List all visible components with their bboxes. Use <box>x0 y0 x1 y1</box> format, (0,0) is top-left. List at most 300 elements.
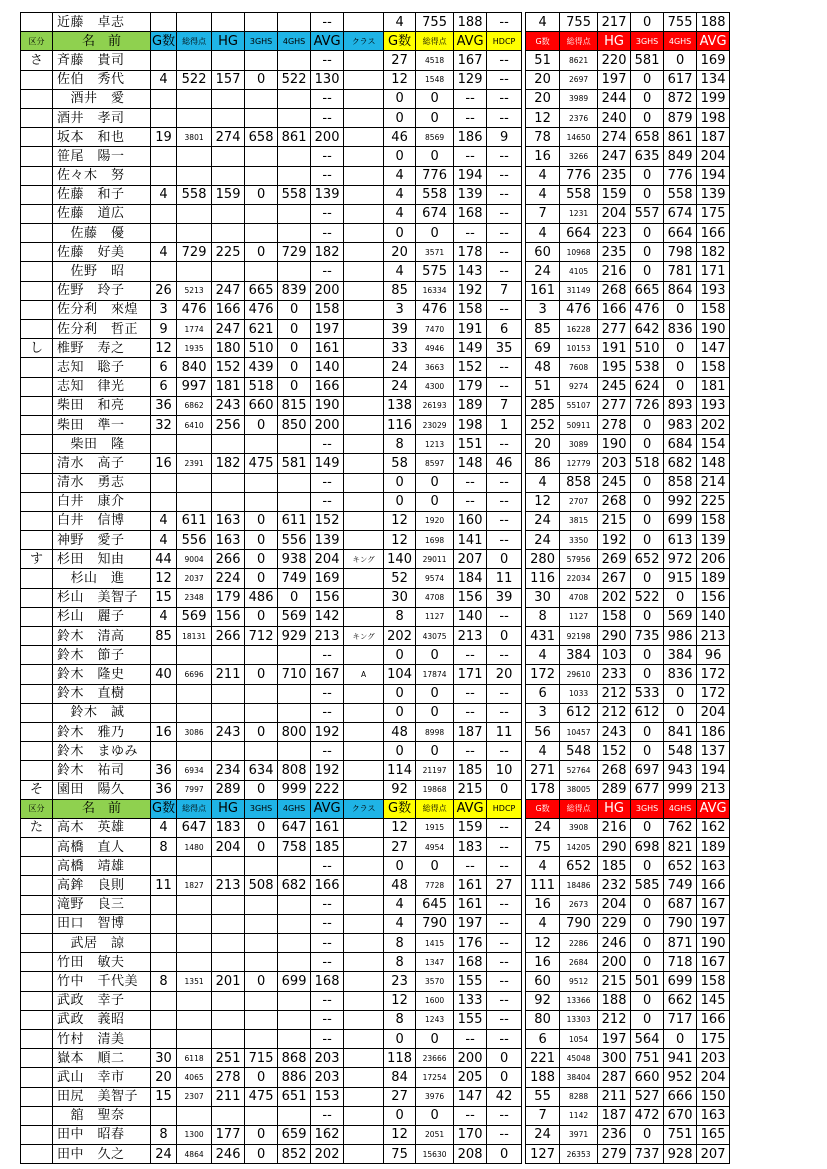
current-stat <box>245 991 278 1010</box>
current-stat <box>278 1106 311 1125</box>
year-stat: 0 <box>384 89 416 108</box>
year-stat: 3 <box>384 300 416 319</box>
total-stat: 0 <box>631 569 664 588</box>
year-stat: 30 <box>384 588 416 607</box>
year-stat: 183 <box>454 838 487 857</box>
class-label <box>344 569 384 588</box>
current-stat: 486 <box>245 588 278 607</box>
section-kana <box>21 108 53 127</box>
year-stat: 0 <box>384 147 416 166</box>
member-name: 杉山 進 <box>53 569 151 588</box>
header-col: AVG <box>454 799 487 818</box>
header-col: HG <box>212 799 245 818</box>
total-stat: 972 <box>664 550 697 569</box>
current-stat <box>278 1010 311 1029</box>
current-stat <box>278 262 311 281</box>
total-stat: 207 <box>697 1145 730 1164</box>
table-row <box>21 473 730 492</box>
current-stat: -- <box>311 1106 344 1125</box>
current-stat: 647 <box>177 818 212 837</box>
header-col: 総得点 <box>177 32 212 51</box>
total-stat: 204 <box>598 204 631 223</box>
total-stat: 665 <box>631 281 664 300</box>
current-stat <box>177 51 212 70</box>
table-row <box>21 876 730 895</box>
year-stat: 33 <box>384 339 416 358</box>
section-kana <box>21 454 53 473</box>
total-stat: 148 <box>697 454 730 473</box>
member-name: 田中 昭春 <box>53 1125 151 1144</box>
year-stat: 92 <box>384 780 416 799</box>
current-stat: 166 <box>311 377 344 396</box>
current-stat <box>177 435 212 454</box>
total-stat: 245 <box>598 473 631 492</box>
total-stat: 558 <box>560 185 598 204</box>
current-stat: 12 <box>151 339 177 358</box>
year-stat: 6 <box>487 320 522 339</box>
total-stat: 928 <box>664 1145 697 1164</box>
current-stat: 712 <box>245 627 278 646</box>
year-stat: 156 <box>454 588 487 607</box>
total-stat: 0 <box>631 818 664 837</box>
total-stat: 202 <box>598 588 631 607</box>
year-stat: -- <box>487 147 522 166</box>
class-label <box>344 646 384 665</box>
current-stat: 246 <box>212 1145 245 1164</box>
current-stat: 6862 <box>177 396 212 415</box>
current-stat <box>151 991 177 1010</box>
total-stat: 190 <box>697 320 730 339</box>
section-kana <box>21 703 53 722</box>
current-stat <box>278 147 311 166</box>
total-stat: 111 <box>526 876 560 895</box>
current-stat: 179 <box>212 588 245 607</box>
current-stat: 840 <box>177 358 212 377</box>
current-stat: 166 <box>311 876 344 895</box>
section-kana <box>21 1087 53 1106</box>
current-stat: 149 <box>311 454 344 473</box>
total-stat: 220 <box>598 51 631 70</box>
current-stat: -- <box>311 51 344 70</box>
total-stat: 821 <box>664 838 697 857</box>
total-stat: 279 <box>598 1145 631 1164</box>
year-stat: -- <box>487 13 522 32</box>
current-stat: -- <box>311 1029 344 1048</box>
total-stat: 204 <box>697 1068 730 1087</box>
total-stat: 2697 <box>560 70 598 89</box>
table-row <box>21 243 730 262</box>
table-row <box>21 1029 730 1048</box>
current-stat: 4 <box>151 243 177 262</box>
current-stat <box>177 684 212 703</box>
total-stat: 3266 <box>560 147 598 166</box>
current-stat: 159 <box>212 185 245 204</box>
total-stat: 13303 <box>560 1010 598 1029</box>
section-kana: た <box>21 818 53 837</box>
year-stat: 0 <box>384 224 416 243</box>
year-stat: -- <box>454 857 487 876</box>
total-stat: 24 <box>526 1125 560 1144</box>
total-stat: 12 <box>526 934 560 953</box>
total-stat: 1054 <box>560 1029 598 1048</box>
current-stat <box>245 953 278 972</box>
header-col: 3GHS <box>245 32 278 51</box>
total-stat: 197 <box>598 70 631 89</box>
current-stat: 0 <box>278 588 311 607</box>
total-stat: 0 <box>631 435 664 454</box>
year-stat: 140 <box>454 607 487 626</box>
section-kana <box>21 1029 53 1048</box>
total-stat: 18486 <box>560 876 598 895</box>
member-name: 竹中 千代美 <box>53 972 151 991</box>
total-stat: 240 <box>598 108 631 127</box>
total-stat: 159 <box>598 185 631 204</box>
member-name: 柴田 和亮 <box>53 396 151 415</box>
current-stat: 278 <box>212 1068 245 1087</box>
current-stat: 40 <box>151 665 177 684</box>
header-col: AVG <box>311 32 344 51</box>
current-stat: 8 <box>151 838 177 857</box>
current-stat: -- <box>311 473 344 492</box>
year-stat: 0 <box>416 108 454 127</box>
table-row <box>21 300 730 319</box>
total-stat: 893 <box>664 396 697 415</box>
current-stat <box>212 1106 245 1125</box>
year-stat: -- <box>487 511 522 530</box>
member-name: 佐分利 來煌 <box>53 300 151 319</box>
total-stat: 186 <box>697 722 730 741</box>
year-stat: -- <box>487 358 522 377</box>
current-stat: 200 <box>311 128 344 147</box>
current-stat <box>151 13 177 32</box>
year-stat: 207 <box>454 550 487 569</box>
current-stat: 6 <box>151 377 177 396</box>
section-kana <box>21 166 53 185</box>
member-name: 笹尾 陽一 <box>53 147 151 166</box>
table-row <box>21 147 730 166</box>
member-name: 佐々木 努 <box>53 166 151 185</box>
total-stat: 80 <box>526 1010 560 1029</box>
total-stat: 200 <box>598 953 631 972</box>
current-stat <box>177 934 212 953</box>
year-stat: -- <box>487 108 522 127</box>
member-name: 園田 陽久 <box>53 780 151 799</box>
current-stat: -- <box>311 204 344 223</box>
current-stat <box>177 262 212 281</box>
header-label: 区分 <box>21 32 53 51</box>
total-stat: 181 <box>697 377 730 396</box>
section-kana <box>21 147 53 166</box>
current-stat <box>151 1106 177 1125</box>
current-stat <box>245 742 278 761</box>
current-stat <box>278 1029 311 1048</box>
total-stat: 214 <box>697 473 730 492</box>
current-stat <box>212 51 245 70</box>
total-stat: 871 <box>664 934 697 953</box>
table-row <box>21 569 730 588</box>
header-col: G数 <box>526 799 560 818</box>
year-stat: 790 <box>416 914 454 933</box>
table-row <box>21 320 730 339</box>
total-stat: 755 <box>560 13 598 32</box>
total-stat: 51 <box>526 51 560 70</box>
total-stat: 0 <box>631 108 664 127</box>
year-stat: 4 <box>384 914 416 933</box>
current-stat: 710 <box>278 665 311 684</box>
class-label <box>344 492 384 511</box>
current-stat: 556 <box>278 531 311 550</box>
total-stat: 0 <box>631 262 664 281</box>
current-stat <box>278 914 311 933</box>
year-stat: 200 <box>454 1049 487 1068</box>
section-kana <box>21 1049 53 1068</box>
current-stat <box>177 1029 212 1048</box>
table-row <box>21 128 730 147</box>
total-stat: 581 <box>631 51 664 70</box>
current-stat <box>245 89 278 108</box>
current-stat: 202 <box>311 1145 344 1164</box>
total-stat: 684 <box>664 435 697 454</box>
total-stat: 872 <box>664 89 697 108</box>
year-stat: 12 <box>384 531 416 550</box>
current-stat: 522 <box>278 70 311 89</box>
total-stat: 652 <box>631 550 664 569</box>
header-label: 区分 <box>21 799 53 818</box>
current-stat: 20 <box>151 1068 177 1087</box>
current-stat <box>212 991 245 1010</box>
table-row <box>21 339 730 358</box>
current-stat <box>177 89 212 108</box>
table-row <box>21 531 730 550</box>
current-stat: 475 <box>245 1087 278 1106</box>
year-stat: 1213 <box>416 435 454 454</box>
year-stat: 16334 <box>416 281 454 300</box>
member-name: 佐藤 道広 <box>53 204 151 223</box>
current-stat <box>151 703 177 722</box>
total-stat: 726 <box>631 396 664 415</box>
header-name: 名 前 <box>53 799 151 818</box>
total-stat: 290 <box>598 627 631 646</box>
current-stat <box>245 934 278 953</box>
current-stat: 581 <box>278 454 311 473</box>
current-stat: 6410 <box>177 415 212 434</box>
table-row <box>21 991 730 1010</box>
total-stat: 212 <box>598 684 631 703</box>
section-kana <box>21 1010 53 1029</box>
current-stat: 32 <box>151 415 177 434</box>
current-stat: 274 <box>212 128 245 147</box>
year-stat: 8597 <box>416 454 454 473</box>
total-stat: 12 <box>526 492 560 511</box>
total-stat: 861 <box>664 128 697 147</box>
total-stat: 749 <box>664 876 697 895</box>
total-stat: 510 <box>631 339 664 358</box>
year-stat: 118 <box>384 1049 416 1068</box>
current-stat: 152 <box>311 511 344 530</box>
total-stat: 158 <box>697 300 730 319</box>
total-stat: 55 <box>526 1087 560 1106</box>
total-stat: 163 <box>697 1106 730 1125</box>
section-kana <box>21 895 53 914</box>
current-stat: -- <box>311 147 344 166</box>
current-stat <box>151 204 177 223</box>
section-kana <box>21 914 53 933</box>
year-stat: 8 <box>384 934 416 953</box>
total-stat: 1127 <box>560 607 598 626</box>
current-stat: -- <box>311 1010 344 1029</box>
class-label <box>344 1125 384 1144</box>
section-kana <box>21 224 53 243</box>
table-row <box>21 665 730 684</box>
current-stat: 556 <box>177 531 212 550</box>
current-stat <box>245 262 278 281</box>
total-stat: 166 <box>697 876 730 895</box>
total-stat: 193 <box>697 396 730 415</box>
year-stat: 4518 <box>416 51 454 70</box>
year-stat: -- <box>487 646 522 665</box>
total-stat: 999 <box>664 780 697 799</box>
class-label <box>344 838 384 857</box>
class-label <box>344 281 384 300</box>
total-stat: 247 <box>598 147 631 166</box>
current-stat <box>278 857 311 876</box>
member-name: 柴田 準一 <box>53 415 151 434</box>
year-stat: 1347 <box>416 953 454 972</box>
total-stat: 13366 <box>560 991 598 1010</box>
year-stat: 176 <box>454 934 487 953</box>
current-stat <box>278 953 311 972</box>
total-stat: 203 <box>697 1049 730 1068</box>
current-stat: 0 <box>245 185 278 204</box>
total-stat: 4 <box>526 224 560 243</box>
current-stat: 0 <box>245 569 278 588</box>
total-stat: 717 <box>664 1010 697 1029</box>
total-stat: 836 <box>664 320 697 339</box>
year-stat: 179 <box>454 377 487 396</box>
current-stat: 4864 <box>177 1145 212 1164</box>
column-header-row <box>21 799 730 818</box>
year-stat: 0 <box>416 224 454 243</box>
total-stat: 213 <box>697 780 730 799</box>
table-row <box>21 358 730 377</box>
total-stat: 0 <box>631 1010 664 1029</box>
current-stat <box>278 646 311 665</box>
current-stat: 758 <box>278 838 311 857</box>
current-stat: 815 <box>278 396 311 415</box>
section-kana <box>21 262 53 281</box>
current-stat: 0 <box>245 511 278 530</box>
year-stat: 75 <box>384 1145 416 1164</box>
year-stat: 4708 <box>416 588 454 607</box>
current-stat: 0 <box>245 243 278 262</box>
year-stat: 116 <box>384 415 416 434</box>
table-row <box>21 761 730 780</box>
year-stat: -- <box>487 300 522 319</box>
class-label <box>344 358 384 377</box>
current-stat: -- <box>311 953 344 972</box>
current-stat <box>278 224 311 243</box>
year-stat: 24 <box>384 377 416 396</box>
total-stat: 139 <box>697 185 730 204</box>
total-stat: 0 <box>664 51 697 70</box>
table-row <box>21 51 730 70</box>
year-stat: 0 <box>487 780 522 799</box>
current-stat <box>245 646 278 665</box>
total-stat: 7608 <box>560 358 598 377</box>
total-stat: 199 <box>697 89 730 108</box>
member-name: 舘 聖奈 <box>53 1106 151 1125</box>
total-stat: 755 <box>664 13 697 32</box>
total-stat: 178 <box>526 780 560 799</box>
member-name: 田中 久之 <box>53 1145 151 1164</box>
total-stat: 30 <box>526 588 560 607</box>
total-stat: 221 <box>526 1049 560 1068</box>
total-stat: 0 <box>631 991 664 1010</box>
member-name: 斉藤 貴司 <box>53 51 151 70</box>
class-label <box>344 224 384 243</box>
current-stat <box>212 1029 245 1048</box>
member-name: 杉山 麗子 <box>53 607 151 626</box>
year-stat: 3663 <box>416 358 454 377</box>
year-stat: 0 <box>384 684 416 703</box>
table-row <box>21 435 730 454</box>
year-stat: -- <box>487 953 522 972</box>
current-stat <box>278 473 311 492</box>
total-stat: 781 <box>664 262 697 281</box>
year-stat: 155 <box>454 1010 487 1029</box>
table-row <box>21 108 730 127</box>
current-stat: 1351 <box>177 972 212 991</box>
total-stat: 22034 <box>560 569 598 588</box>
member-name: 滝野 良三 <box>53 895 151 914</box>
header-col: 総得点 <box>560 32 598 51</box>
section-kana <box>21 435 53 454</box>
total-stat: 167 <box>697 953 730 972</box>
table-row <box>21 703 730 722</box>
current-stat: 153 <box>311 1087 344 1106</box>
year-stat: -- <box>487 838 522 857</box>
current-stat <box>151 473 177 492</box>
year-stat: 215 <box>454 780 487 799</box>
total-stat: 24 <box>526 262 560 281</box>
year-stat: 1915 <box>416 818 454 837</box>
current-stat: 15 <box>151 588 177 607</box>
section-kana <box>21 588 53 607</box>
header-col: G数 <box>151 32 177 51</box>
total-stat: 252 <box>526 415 560 434</box>
total-stat: 0 <box>631 934 664 953</box>
year-stat: 755 <box>416 13 454 32</box>
year-stat: 7470 <box>416 320 454 339</box>
total-stat: 735 <box>631 627 664 646</box>
total-stat: 24 <box>526 818 560 837</box>
header-col: G数 <box>526 32 560 51</box>
total-stat: 139 <box>697 531 730 550</box>
year-stat: -- <box>487 492 522 511</box>
total-stat: 24 <box>526 511 560 530</box>
current-stat: 4 <box>151 607 177 626</box>
current-stat: 211 <box>212 665 245 684</box>
total-stat: 0 <box>664 588 697 607</box>
total-stat: 216 <box>598 262 631 281</box>
current-stat: 225 <box>212 243 245 262</box>
current-stat: -- <box>311 492 344 511</box>
year-stat: 4300 <box>416 377 454 396</box>
total-stat: 29610 <box>560 665 598 684</box>
year-stat: -- <box>487 934 522 953</box>
section-kana <box>21 646 53 665</box>
current-stat: 256 <box>212 415 245 434</box>
